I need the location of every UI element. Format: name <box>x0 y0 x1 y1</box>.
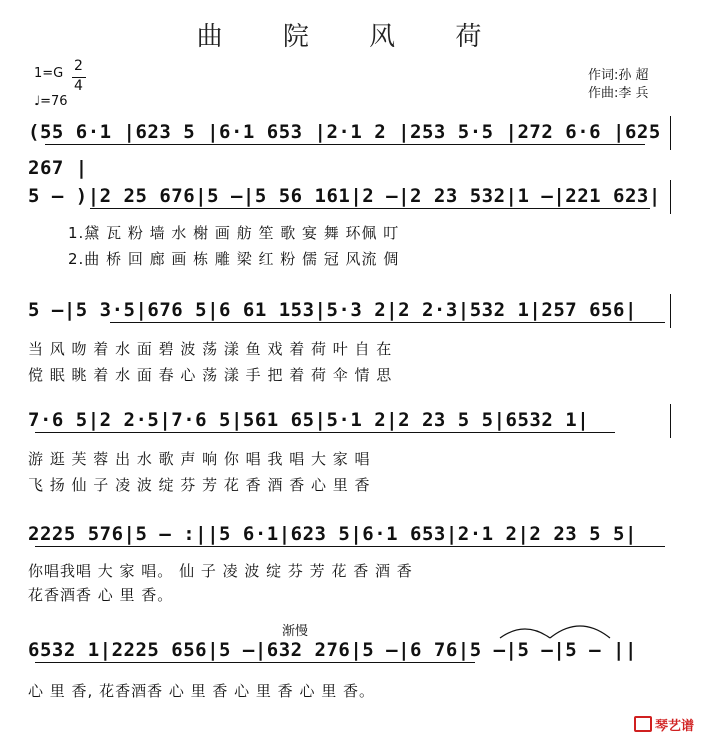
beam-underline <box>35 546 665 547</box>
lyric-verse-1: 心 里 香, 花香酒香 心 里 香 心 里 香 心 里 香。 <box>28 682 375 700</box>
barline <box>670 116 671 150</box>
beam-underline <box>35 432 615 433</box>
watermark-text: 琴艺谱 <box>654 719 694 734</box>
barline <box>670 294 671 328</box>
lyric-verse-2: 花香酒香 心 里 香。 <box>28 586 174 604</box>
key-signature: 1=G <box>34 66 64 81</box>
notation-text: 5 –|5 3·5|676 5|6 61 153|5·3 2|2 2·3|532 1|257 656| <box>28 299 637 321</box>
notation-text: 5 – )|2 25 676|5 –|5 56 161|2 –|2 23 532|1 –|221 623| <box>28 185 661 207</box>
time-signature-top: 2 <box>74 58 83 74</box>
lyric-verse-1: 你唱我唱 大 家 唱。 仙 子 凌 波 绽 芬 芳 花 香 酒 香 <box>28 562 413 580</box>
slur-marks <box>480 612 620 642</box>
tempo-marking: ♩=76 <box>34 94 68 109</box>
logo-icon <box>634 716 652 732</box>
barline <box>670 404 671 438</box>
notation-text: (55 6·1 |623 5 |6·1 653 |2·1 2 |253 5·5 |272 6·6 |625 267 | <box>28 121 661 179</box>
lyric-verse-1: 游 逛 芙 蓉 出 水 歌 声 响 你 唱 我 唱 大 家 唱 <box>28 450 371 468</box>
watermark-logo <box>634 715 694 734</box>
beam-underline <box>90 208 650 209</box>
composer-credit: 作曲:李 兵 <box>588 86 649 101</box>
barline <box>670 180 671 214</box>
lyric-verse-2: 2.曲 桥 回 廊 画 栋 雕 梁 红 粉 儒 冠 风流 倜 <box>68 250 400 268</box>
tempo-annotation: 渐慢 <box>282 624 309 639</box>
lyric-verse-2: 飞 扬 仙 子 凌 波 绽 芬 芳 花 香 酒 香 心 里 香 <box>28 476 371 494</box>
notation-text: 2225 576|5 – :||5 6·1|623 5|6·1 653|2·1 2|2 23 5 5| <box>28 523 637 545</box>
lyric-verse-1: 当 风 吻 着 水 面 碧 波 荡 漾 鱼 戏 着 荷 叶 自 在 <box>28 340 393 358</box>
lyric-verse-1: 1.黛 瓦 粉 墙 水 榭 画 舫 笙 歌 宴 舞 环佩 叮 <box>68 224 400 242</box>
time-signature-bottom: 4 <box>74 78 83 94</box>
beam-underline <box>35 662 475 663</box>
lyricist-credit: 作词:孙 超 <box>588 68 649 83</box>
beam-underline <box>45 144 645 145</box>
lyric-verse-2: 傥 眠 眺 着 水 面 春 心 荡 漾 手 把 着 荷 伞 情 思 <box>28 366 393 384</box>
notation-text: 6532 1|2225 656|5 –|632 276|5 –|6 76|5 –|5 –|5 – || <box>28 639 637 661</box>
notation-text: 7·6 5|2 2·5|7·6 5|561 65|5·1 2|2 23 5 5|6532 1| <box>28 409 590 431</box>
beam-underline <box>110 322 665 323</box>
song-title: 曲 院 风 荷 <box>196 22 508 52</box>
